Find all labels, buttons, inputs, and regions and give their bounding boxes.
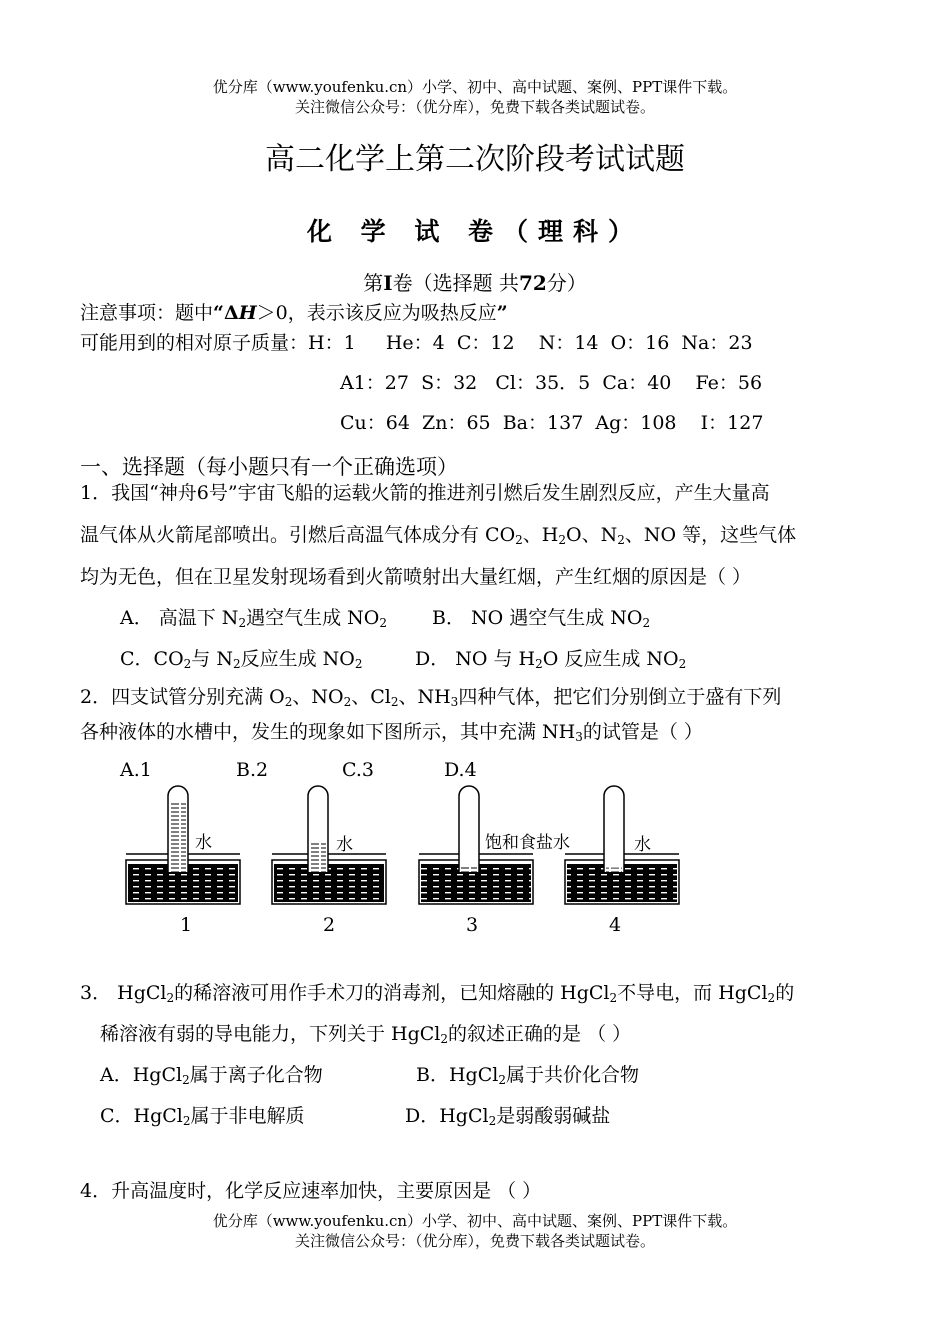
trough-number-2: 2 [323,914,336,936]
trough-number-1: 1 [180,914,193,936]
q2-option-c: C.3 [342,759,374,781]
page-subtitle: 化 学 试 卷（理科） [306,217,644,246]
atomic-masses-line-2: A1：27 S：32 Cl：35．5 Ca：40 Fe：56 [340,372,763,394]
q2-line-2: 各种液体的水槽中，发生的现象如下图所示，其中充满 $NH_3$的试管是（ ） [80,721,703,744]
q3-option-a: A．HgCl$_2$属于离子化合物 [100,1064,323,1087]
atomic-masses-line-3: Cu：64 Zn：65 Ba：137 Ag：108 I：127 [340,412,764,434]
trough-label-2: 水 [336,835,353,855]
q3-line-1: 3． HgCl$_2$的稀溶液可用作手术刀的消毒剂，已知熔融的 HgCl$_2$不导电，而 HgCl$_2$的 [80,982,795,1005]
tube-liquid-4 [606,868,622,872]
trough-number-4: 4 [609,914,622,936]
header-line-2: 关注微信公众号：（优分库），免费下载各类试题试卷。 [294,98,655,116]
q1-option-b: B． NO 遇空气生成 $NO_2$ [432,607,651,630]
q3-option-d: D．HgCl$_2$是弱酸弱碱盐 [405,1105,611,1128]
footer-line-2: 关注微信公众号：（优分库），免费下载各类试题试卷。 [294,1232,655,1250]
q2-option-d: D.4 [444,759,477,781]
q3-line-2: 稀溶液有弱的导电能力，下列关于 HgCl$_2$的叙述正确的是 （ ） [100,1023,632,1046]
tube-liquid-1 [170,803,186,872]
trough-label-4: 水 [634,835,651,855]
q3-option-c: C．HgCl$_2$属于非电解质 [100,1105,305,1128]
atomic-masses-line-1: 可能用到的相对原子质量：H：1 He：4 C：12 N：14 O：16 Na：23 [80,332,753,354]
q2-option-b: B.2 [236,759,269,781]
header-line-1: 优分库（www.youfenku.cn）小学、初中、高中试题、案例、PPT课件下载。 [212,78,738,96]
q1-option-c: C．$CO_2$与 $N_2$反应生成 $NO_2$ [120,648,363,671]
tube-liquid-3 [461,865,477,872]
part-heading: 第I卷（选择题 共72分） [363,271,587,295]
q1-option-a: A． 高温下 $N_2$遇空气生成 $NO_2$ [120,607,387,630]
notice-text: 注意事项：题中“ΔH＞0，表示该反应为吸热反应” [80,302,508,324]
tube-liquid-2 [310,842,326,872]
footer-line-1: 优分库（www.youfenku.cn）小学、初中、高中试题、案例、PPT课件下载。 [212,1212,738,1230]
section-heading: 一、选择题（每小题只有一个正确选项） [80,455,458,479]
tube-body-3 [459,796,479,872]
trough-number-3: 3 [466,914,479,936]
q3-option-b: B．HgCl$_2$属于共价化合物 [416,1064,639,1087]
q1-line-1: 1．我国“神舟6号”宇宙飞船的运载火箭的推进剂引燃后发生剧烈反应，产生大量高 [80,482,770,504]
q2-option-a: A.1 [120,759,152,781]
page-title: 高二化学上第二次阶段考试试题 [265,142,685,177]
q4-line-1: 4．升高温度时，化学反应速率加快，主要原因是 （ ） [80,1180,542,1202]
trough-liquid-2 [274,864,384,902]
q1-line-3: 均为无色，但在卫星发射现场看到火箭喷射出大量红烟，产生红烟的原因是（ ） [80,566,752,588]
q1-line-2: 温气体从火箭尾部喷出。引燃后高温气体成分有 $CO_2$、$H_2O$、$N_2$、NO 等，这些气体 [80,524,797,547]
q1-option-d: D． NO 与 $H_2O$ 反应生成 $NO_2$ [415,648,687,671]
trough-label-1: 水 [195,833,212,853]
trough-label-3: 饱和食盐水 [485,833,570,853]
tube-body-4 [604,796,624,872]
q2-line-1: 2．四支试管分别充满 $O_2$、$NO_2$、$Cl_2$、$NH_3$四种气体，把它们分别倒立于盛有下列 [80,686,782,709]
